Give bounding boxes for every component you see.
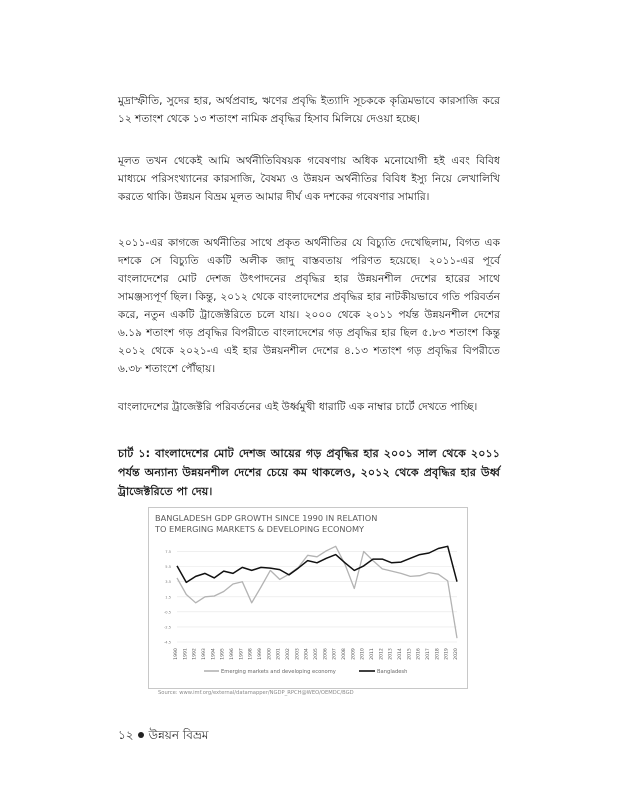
y-tick-label: 5.5 xyxy=(165,565,171,570)
x-tick-label: 1991 xyxy=(183,648,189,660)
x-tick-label: 2007 xyxy=(332,648,338,660)
x-tick-label: 2006 xyxy=(323,648,329,660)
x-tick-label: 2017 xyxy=(426,648,431,660)
x-tick-label: 1998 xyxy=(248,648,254,660)
x-tick-label: 1993 xyxy=(202,648,207,660)
paragraph-4: বাংলাদেশের ট্রাজেক্টরি পরিবর্তনের এই উর্ধ্বমুখী ধারাটি এক নাম্বার চার্টে দেখতে পাচ্ছি। xyxy=(118,401,478,413)
series-line-emerging xyxy=(177,546,457,638)
chart-caption: চার্ট ১: বাংলাদেশের মোট দেশজ আয়ের গড় প্রবৃদ্ধির হার ২০০১ সাল থেকে ২০১১ পর্যন্ত অন্যান্য উন্নয়নশীল দেশের চেয়ে কম থাকলেও, ২০১২ থেকে প্রবৃদ্ধির হার উর্ধ্ব ট্রাজেক্টরিতে পা দেয়। xyxy=(118,447,500,498)
x-tick-label: 1994 xyxy=(211,648,217,660)
y-tick-label: 3.5 xyxy=(165,580,171,585)
x-tick-label: 2002 xyxy=(286,648,291,660)
x-tick-label: 1992 xyxy=(192,648,198,660)
paragraph-2: মূলত তখন থেকেই আমি অর্থনীতিবিষয়ক গবেষণায় অধিক মনোযোগী হই এবং বিবিধ মাধ্যমে পরিসংখ্যানের কারসাজি, বৈষম্য ও উন্নয়ন অর্থনীতির বিবিধ ইস্যু নিয়ে লেখালিখি করতে থাকি। উন্নয়ন বিভ্রম মূলত আমার দীর্ঘ এক দশকের গবেষণার সামারি। xyxy=(118,155,500,203)
page-number: ১২ xyxy=(118,728,134,742)
y-tick-label: 1.5 xyxy=(165,595,171,600)
x-tick-label: 2012 xyxy=(379,648,385,660)
x-tick-label: 2015 xyxy=(407,648,413,660)
x-tick-label: 2001 xyxy=(276,648,282,660)
x-tick-label: 2020 xyxy=(454,648,459,660)
x-tick-label: 2005 xyxy=(314,648,319,660)
x-tick-label: 2010 xyxy=(360,648,366,660)
y-tick-label: 7.5 xyxy=(165,550,171,555)
x-tick-label: 2004 xyxy=(304,648,310,660)
x-tick-label: 1990 xyxy=(174,648,179,660)
chart-title-line: TO EMERGING MARKETS & DEVELOPING ECONOMY xyxy=(155,524,365,534)
y-tick-label: -4.5 xyxy=(163,640,171,645)
x-tick-label: 2009 xyxy=(351,648,357,660)
chart-svg xyxy=(149,508,467,688)
bullet-icon xyxy=(138,732,144,738)
paragraph-3: ২০১১-এর কাগজে অর্থনীতির সাথে প্রকৃত অর্থনীতির যে বিচ্যুতি দেখেছিলাম, বিগত এক দশকে সে বিচ্যুতি একটি অলীক জাদু বাস্তবতায় পরিণত হয়েছে। ২০১১-এর পূর্বে বাংলাদেশের মোট দেশজ উৎপাদনের প্রবৃদ্ধির হার উন্নয়নশীল দেশের হারের সাথে সামঞ্জস্যপূর্ণ ছিল। কিন্তু, ২০১২ থেকে বাংলাদেশের প্রবৃদ্ধির হার নাটকীয়ভাবে গতি পরিবর্তন করে, নতুন একটি ট্রাজেক্টরিতে চলে যায়। ২০০০ থেকে ২০১১ পর্যন্ত উন্নয়নশীল দেশের ৬.১৯ শতাংশ গড় প্রবৃদ্ধির বিপরীতে বাংলাদেশের গড় প্রবৃদ্ধির হার ছিল ৫.৮৩ শতাংশ কিন্তু ২০১২ থেকে ২০২১-এ এই হার উন্নয়নশীল দেশের ৪.১৩ শতাংশ গড় প্রবৃদ্ধির বিপরীতে ৬.৩৮ শতাংশে পৌঁছায়। xyxy=(118,237,500,375)
legend-label: Bangladesh xyxy=(377,669,408,675)
chart-source: Source: www.imf.org/external/datamapper/NGDP_RPCH@WEO/OEMDC/BGD xyxy=(158,690,354,696)
x-tick-label: 2008 xyxy=(342,648,347,660)
y-tick-label: -2.5 xyxy=(163,625,171,630)
x-tick-label: 1996 xyxy=(230,648,235,660)
book-title: উন্নয়ন বিভ্রম xyxy=(148,728,209,742)
x-tick-label: 1997 xyxy=(239,648,245,660)
gdp-growth-chart xyxy=(148,507,468,689)
x-tick-label: 2013 xyxy=(388,648,394,660)
x-tick-label: 2003 xyxy=(295,648,301,660)
y-tick-label: -0.5 xyxy=(163,610,171,615)
legend-label: Emerging markets and developing economy xyxy=(221,669,336,675)
chart-title-line: BANGLADESH GDP GROWTH SINCE 1990 IN RELATION xyxy=(155,513,378,523)
x-tick-label: 2018 xyxy=(435,648,441,660)
page-footer xyxy=(118,727,208,747)
x-tick-label: 2000 xyxy=(267,648,273,660)
x-tick-label: 2016 xyxy=(416,648,422,660)
x-tick-label: 2014 xyxy=(398,648,403,660)
x-tick-label: 2011 xyxy=(370,648,375,660)
x-tick-label: 1995 xyxy=(220,648,226,660)
x-tick-label: 2019 xyxy=(444,648,450,660)
x-tick-label: 1999 xyxy=(258,648,263,660)
paragraph-1: মুদ্রাস্ফীতি, সুদের হার, অর্থপ্রবাহ, ঋণের প্রবৃদ্ধি ইত্যাদি সূচককে কৃত্রিমভাবে কারসাজি করে ১২ শতাংশ থেকে ১৩ শতাংশ নামিক প্রবৃদ্ধির হিসাব মিলিয়ে দেওয়া হচ্ছে। xyxy=(118,95,500,125)
